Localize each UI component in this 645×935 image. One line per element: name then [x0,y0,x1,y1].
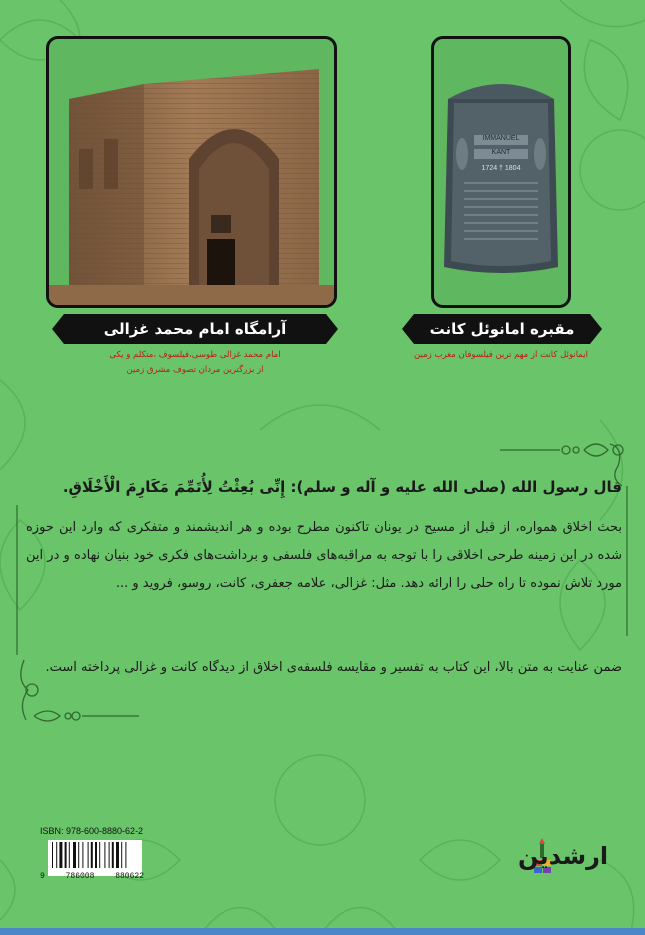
kant-plaque-illustration [434,39,568,305]
kant-caption: مقبره امانوئل کانت [414,314,590,344]
barcode-bar [59,842,62,868]
barcode-bar [104,842,105,868]
barcode-bar [88,842,89,868]
barcode [48,840,142,876]
barcode-bar [99,842,100,868]
ghazali-mausoleum-photo [46,36,337,308]
barcode-digit-prefix: 9 [40,872,45,881]
bottom-stripe [0,928,645,935]
ghazali-subtitle-line2: از بزرگترین مردان تصوف مشرق زمین [126,365,264,375]
isbn-label: ISBN: 978-600-8880-62-2 [40,826,144,836]
barcode-bar [56,842,57,868]
right-vertical-rule [624,486,630,636]
barcode-bar [109,842,110,868]
barcode-digits [40,872,144,881]
intro-paragraph: بحث اخلاق همواره، از قبل از مسیح در یونان تاکنون مطرح بوده و هر اندیشمند و متفکری که وارد این حوزه شده در این زمینه طرحی اخلاقی را با توجه به مراقبه‌های فلسفی و برداشت‌های فکری خود بنیان نهاده و در این مورد تلاش نموده تا راه حلی را ارائه دهد. مثل: غزالی، علامه جعفری، کانت، روسو، فروید و ... [26,520,622,591]
summary-paragraph: ضمن عنایت به متن بالا، این کتاب به تفسیر و مقایسه فلسفه‌ی اخلاق از دیدگاه کانت و غزالی پرداخته است. [45,660,622,675]
mausoleum-illustration [49,39,334,305]
barcode-bar [116,842,119,868]
plaque-name-first: IMMANUEL [482,135,520,142]
publisher-logo-text: ارشدین [518,842,609,870]
barcode-bar [65,842,67,868]
plaque-name-last: KANT [491,149,511,156]
ghazali-caption: آرامگاه امام محمد غزالی [64,314,326,344]
barcode-bar [91,842,93,868]
ghazali-subtitle-line1: امام محمد غزالی طوسی،فیلسوف ،متکلم و یکی [109,350,281,360]
kant-subtitle: ایمانوئل کانت از مهم ترین فیلسوفان مغرب زمین [414,350,588,360]
barcode-bar [95,842,97,868]
hadith-quote: قال رسول الله (صلی الله علیه و آله و سلم): إِنِّی بُعِثْتُ لِأُتَمِّمَ مَكَارِمَ الْأَخْلَاقِ. [62,478,622,496]
left-vertical-rule [14,505,20,655]
barcode-bar [121,842,122,868]
barcode-digit-group1: 786008 [65,872,95,881]
kant-tomb-photo [431,36,571,308]
ghazali-subtitle [70,348,320,378]
barcode-bar [52,842,53,868]
barcode-bar [69,842,70,868]
barcode-bar [78,842,79,868]
barcode-bar [82,842,83,868]
barcode-bar [112,842,114,868]
plaque-years: 1724 † 1804 [481,165,521,172]
barcode-digit-group2: 880622 [115,872,144,881]
barcode-bar [73,842,76,868]
barcode-bar [125,842,126,868]
